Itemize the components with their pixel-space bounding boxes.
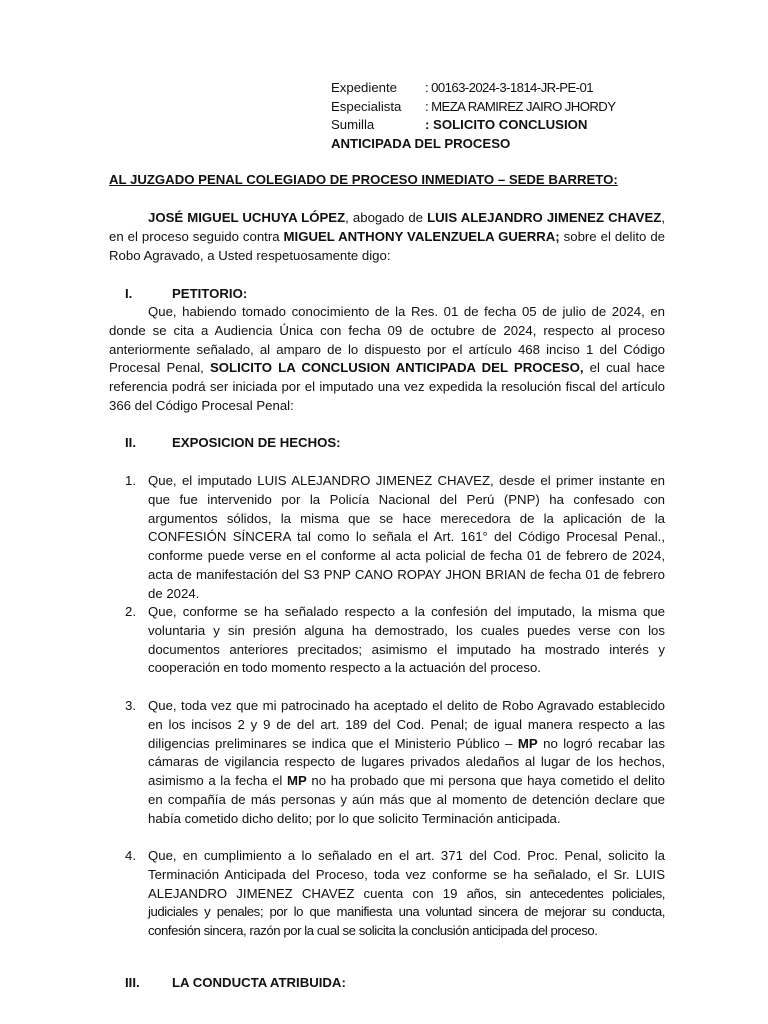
- intro-paragraph: [109, 209, 665, 265]
- list-item-text: Que, conforme se ha señalado respecto a la confesión del imputado, la misma que voluntaria y sin presión alguna ha demostrado, los cuales puedes verse con los documentos anteriores precitados; asimismo el imputado ha mostrado interés y cooperación en todo momento respecto a la actuación del proceso.: [148, 604, 665, 676]
- petitorio-paragraph: [109, 303, 665, 416]
- especialista-label: Especialista: [331, 98, 402, 114]
- list-item: [125, 697, 665, 829]
- especialista-value: : MEZA RAMIREZ JAIRO JHORDY: [425, 98, 616, 114]
- case-header: [331, 79, 615, 153]
- petitorio-request: SOLICITO LA CONCLUSION ANTICIPADA DEL PROCESO,: [209, 360, 584, 376]
- list-item-text: Que, el imputado LUIS ALEJANDRO JIMENEZ CHAVEZ, desde el primer instante en que fue intervenido por la Policía Nacional del Perú (PNP) ha confesado con argumentos sólidos, la misma que se hace merecedora de la aplicación de la CONFESIÓN SÍNCERA tal como lo señala el Art. 161° del Código Procesal Penal., conforme puede verse en el conforme al acta policial de fecha 01 de febrero de 2024, acta de manifestación del S3 PNP CANO ROPAY JHON BRIAN de fecha 01 de febrero de 2024.: [148, 473, 665, 601]
- client-name: LUIS ALEJANDRO JIMENEZ CHAVEZ: [427, 210, 662, 225]
- list-item-text: [148, 697, 665, 829]
- section-1-number: I.: [125, 286, 133, 301]
- list-item-number: 3.: [125, 698, 136, 713]
- sumilla-value-continued: ANTICIPADA DEL PROCESO: [331, 135, 511, 151]
- intro-text-3: sobre el delito de Robo Agravado, a Usted respetuosamente digo:: [109, 228, 666, 263]
- opponent-name: MIGUEL ANTHONY VALENZUELA GUERRA;: [283, 228, 560, 244]
- sumilla-value: : SOLICITO CONCLUSION: [425, 117, 588, 133]
- petitorio-text-1: Que, habiendo tomado conocimiento de la Res. 01 de fecha 05 de julio de 2024, en donde se cita a Audiencia Única con fecha 09 de octubre de 2024, respecto al proceso anteriormente señalado, al amparo de lo dispuesto por el artículo 468 inciso 1 del Código Procesal Penal,: [109, 304, 665, 376]
- list-item-number: 4.: [125, 848, 136, 863]
- section-1-title: PETITORIO:: [172, 286, 248, 301]
- section-3-title: LA CONDUCTA ATRIBUIDA:: [172, 975, 346, 990]
- section-1-heading: [125, 285, 247, 304]
- list-item-text: [148, 847, 665, 941]
- section-2-title: EXPOSICION DE HECHOS:: [172, 435, 341, 450]
- petitorio-text-2: el cual hace referencia podrá ser iniciada por el imputado una vez expedida la resolución fiscal del artículo 366 del Código Procesal Penal:: [109, 360, 665, 413]
- lawyer-name: JOSÉ MIGUEL UCHUYA LÓPEZ: [148, 210, 346, 225]
- mp-abbrev: MP: [517, 735, 538, 751]
- especialista-row: [331, 98, 615, 117]
- item-3-text-3: no ha probado que mi persona que haya cometido el delito en compañía de más personas y aún más que al momento de detención declare que había cometido dicho delito; por lo que solicito Terminación anticipada.: [148, 773, 665, 826]
- sumilla-row: [331, 116, 615, 135]
- addressee: AL JUZGADO PENAL COLEGIADO DE PROCESO INMEDIATO – SEDE BARRETO:: [109, 172, 618, 187]
- section-3-heading: [125, 974, 346, 993]
- item-4-text-2: años, sin antecedentes policiales, judiciales y penales; por lo que manifiesta una voluntad sincera de mejorar su conducta, confesión sincera, razón por la cual se solicita la conclusión anticipada del proceso.: [148, 885, 665, 939]
- list-item: [125, 472, 665, 604]
- section-2-number: II.: [125, 435, 136, 450]
- intro-text-1: , abogado de: [345, 210, 428, 225]
- list-item-number: 2.: [125, 604, 136, 619]
- item-4-text-1: Que, en cumplimiento a lo señalado en el art. 371 del Cod. Proc. Penal, solicito la Terminación Anticipada del Proceso, toda vez conforme se ha señalado, el Sr. LUIS ALEJANDRO JIMENEZ CHAVEZ cuenta con 19: [148, 848, 665, 901]
- expediente-value: : 00163-2024-3-1814-JR-PE-01: [425, 80, 593, 95]
- section-3-number: III.: [125, 975, 140, 990]
- sumilla-label: Sumilla: [331, 117, 375, 133]
- section-2-heading: [125, 434, 341, 453]
- list-item: [125, 847, 665, 941]
- item-3-text-1: Que, toda vez que mi patrocinado ha aceptado el delito de Robo Agravado establecido en los incisos 2 y 9 de del art. 189 del Cod. Penal; de igual manera respecto a las diligencias preliminares se indica que el Ministerio Público –: [148, 698, 665, 751]
- intro-text-2: , en el proceso seguido contra: [109, 210, 665, 244]
- item-3-text-2: no logró recabar las cámaras de vigilancia respecto de lugares privados aledaños al lugar de los hechos, asimismo a la fecha el: [148, 735, 665, 789]
- expediente-label: Expediente: [331, 80, 397, 95]
- mp-abbrev: MP: [287, 773, 307, 789]
- list-item-number: 1.: [125, 473, 136, 488]
- expediente-row: [331, 79, 615, 98]
- list-item: [125, 603, 665, 678]
